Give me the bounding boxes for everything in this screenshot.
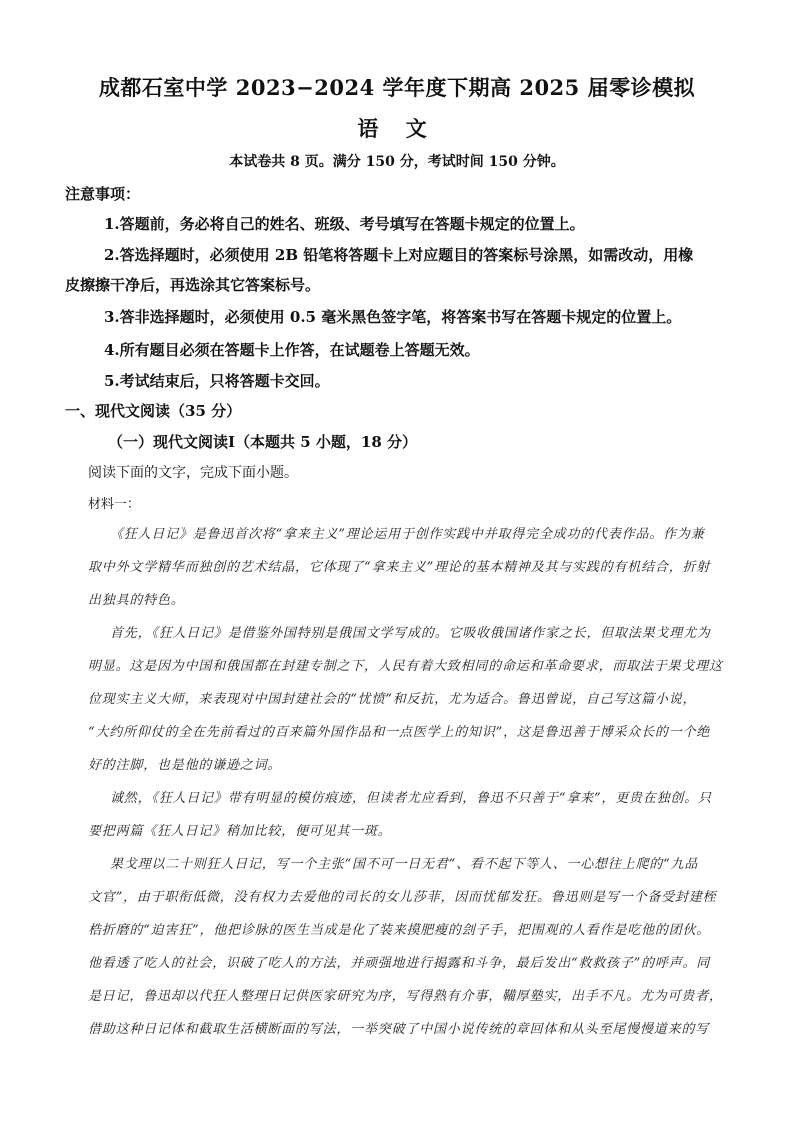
reading-instruction: 阅读下面的文字，完成下面小题。 bbox=[88, 465, 298, 481]
passage-line: 是日记，鲁迅却以代狂人整理日记供医家研究为序，写得熟有介事，鞴厚塾实，出手不凡。尤为可贵者， bbox=[88, 989, 723, 1004]
passage-line: 首先，《狂人日记》是借鉴外国特别是俄国文学写成的。它吸收俄国诸作家之长，但取法果戈理尤为 bbox=[110, 626, 711, 641]
sub-section-heading: （一）现代文阅读Ⅰ（本题共 5 小题，18 分） bbox=[108, 433, 417, 451]
note-item: 4.所有题目必须在答题卡上作答，在试题卷上答题无效。 bbox=[104, 341, 480, 359]
passage-line: 明显。这是因为中国和俄国都在封建专制之下，人民有着大致相同的命运和革命要求，而取法于果戈理这 bbox=[88, 659, 723, 674]
subject-title: 语 文 bbox=[357, 116, 437, 141]
note-item: 皮擦擦干净后，再选涂其它答案标号。 bbox=[65, 276, 321, 294]
notes-heading: 注意事项： bbox=[65, 185, 141, 203]
passage-line: 文官”，由于职衔低微，没有权力去爱他的司长的女儿莎菲，因而忧郁发狂。鲁迅则是写一个备受封建桎 bbox=[88, 890, 717, 905]
passage-line: 果戈理以二十则狂人日记，写一个主张“国不可一日无君”、看不起下等人、一心想往上爬的“九品 bbox=[110, 857, 699, 872]
material-label: 材料一： bbox=[88, 497, 141, 512]
note-item: 3.答非选择题时，必须使用 0.5 毫米黑色签字笔，将答案书写在答题卡规定的位置上。 bbox=[104, 308, 682, 326]
passage-line: 位现实主义大师，来表现对中国封建社会的“忧愤”和反抗，尤为适合。鲁迅曾说，自己写这篇小说， bbox=[88, 692, 697, 707]
passage-line: 《狂人日记》是鲁迅首次将“拿来主义”理论运用于创作实践中并取得完全成功的代表作品。作为兼 bbox=[110, 527, 705, 542]
exam-title: 成都石室中学 2023−2024 学年度下期高 2025 届零诊模拟 bbox=[98, 75, 696, 100]
passage-line: 出独具的特色。 bbox=[88, 593, 185, 608]
passage-line: 他看透了吃人的社会，识破了吃人的方法，并顽强地进行揭露和斗争，最后发出“救救孩子”的呼声。同 bbox=[88, 956, 711, 971]
note-item: 2.答选择题时，必须使用 2B 铅笔将答题卡上对应题目的答案标号涂黑，如需改动，用橡 bbox=[104, 246, 694, 264]
note-item: 5.考试结束后，只将答题卡交回。 bbox=[104, 372, 330, 390]
passage-line: 诚然，《狂人日记》带有明显的模仿痕迹，但读者尤应看到，鲁迅不只善于“拿来”，更贵在独创。只 bbox=[110, 791, 712, 806]
passage-line: “大约所仰仗的全在先前看过的百来篇外国作品和一点医学上的知识”，这是鲁迅善于博采众长的一个绝 bbox=[88, 725, 711, 740]
note-item: 1.答题前，务必将自己的姓名、班级、考号填写在答题卡规定的位置上。 bbox=[104, 215, 585, 233]
passage-line: 好的注脚，也是他的谦逊之词。 bbox=[88, 758, 282, 773]
exam-info: 本试卷共 8 页。满分 150 分，考试时间 150 分钟。 bbox=[229, 154, 565, 170]
passage-line: 取中外文学精华而独创的艺术结晶，它体现了“拿来主义”理论的基本精神及其与实践的有机结合，折射 bbox=[88, 560, 711, 575]
passage-line: 要把两篇《狂人日记》稍加比较，便可见其一斑。 bbox=[88, 824, 392, 839]
section-heading: 一、现代文阅读（35 分） bbox=[65, 402, 242, 420]
passage-line: 借助这种日记体和截取生活横断面的写法，一举突破了中国小说传统的章回体和从头至尾慢慢道来的写 bbox=[88, 1022, 710, 1037]
passage-line: 梏折磨的“迫害狂”，他把诊脉的医生当成是化了装来摸肥瘦的刽子手，把围观的人看作是吃他的团伙。 bbox=[88, 923, 711, 938]
